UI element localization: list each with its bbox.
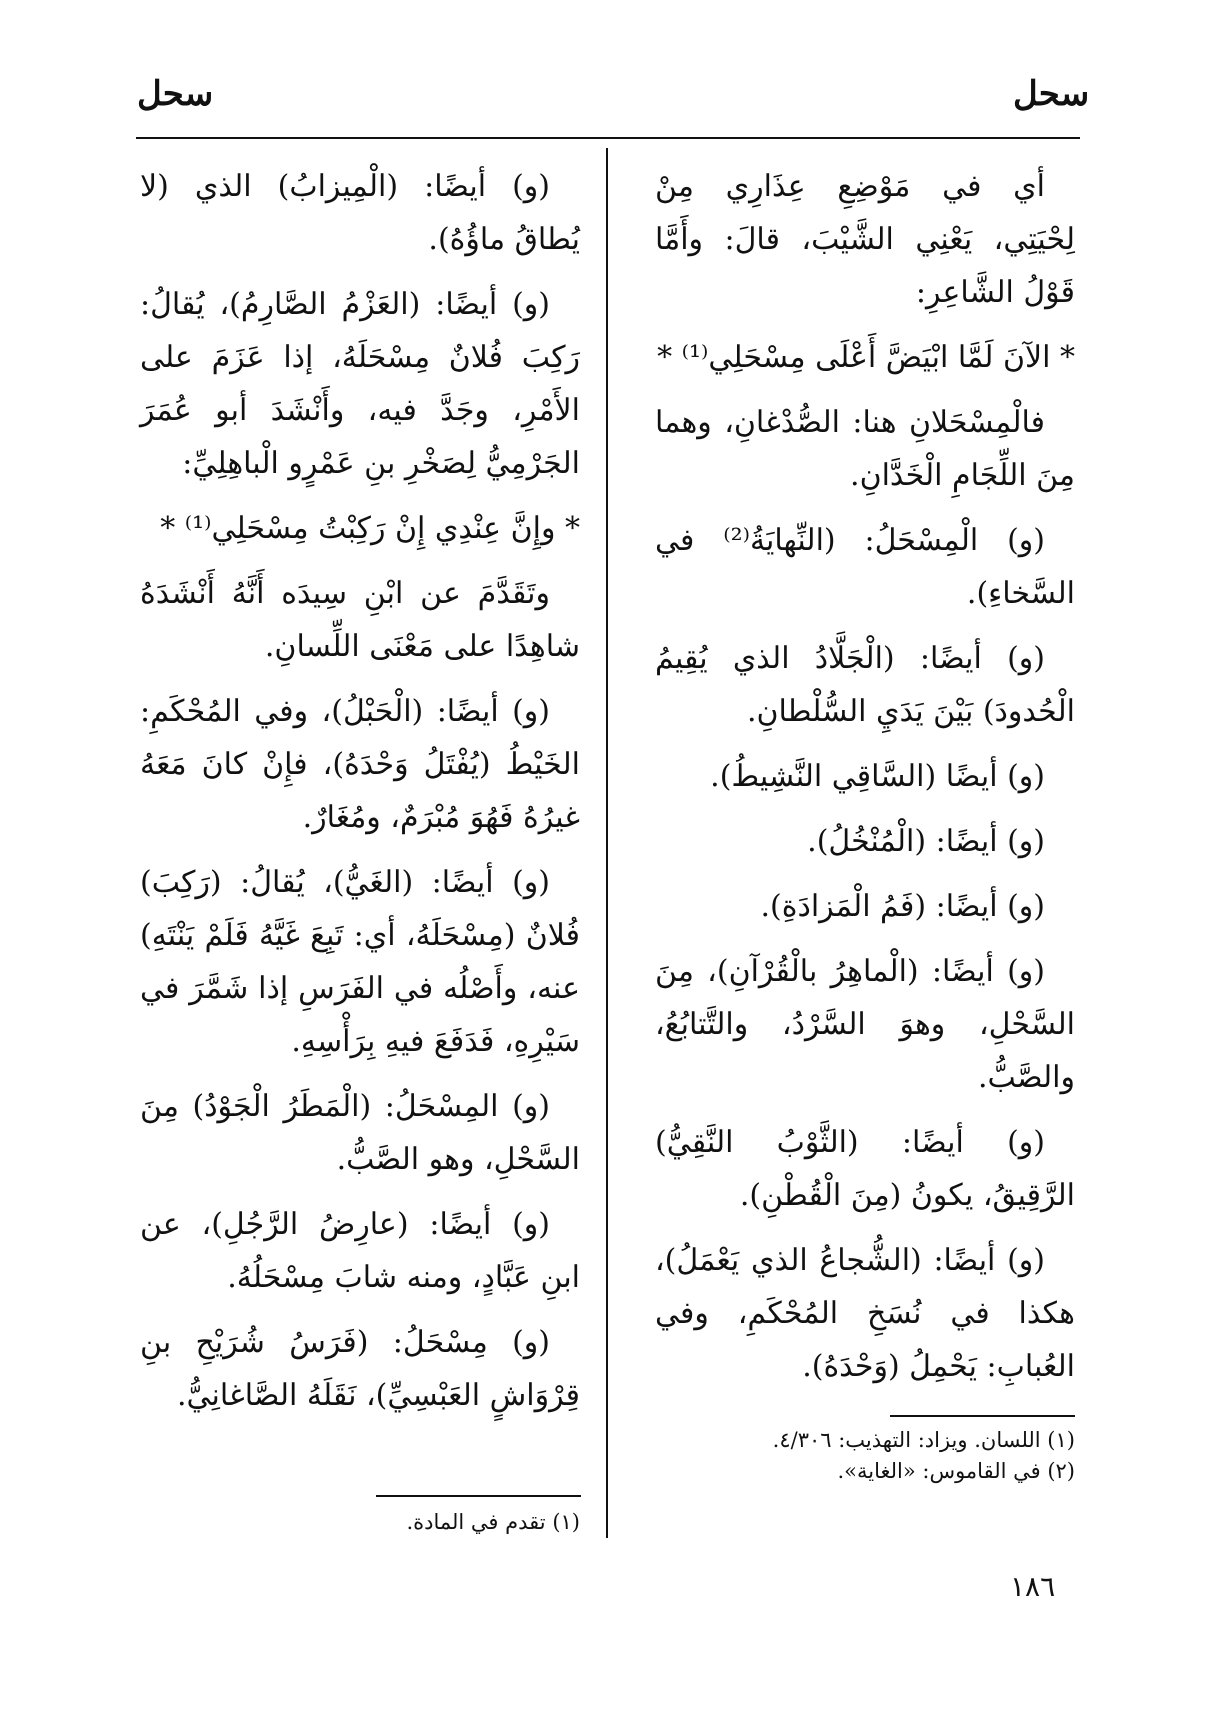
header-rule xyxy=(136,137,1080,139)
entry-paragraph: (و) أيضًا: (فَمُ الْمَزادَةِ). xyxy=(760,889,1045,924)
footnote-rule-left xyxy=(376,1495,581,1497)
footnotes-left xyxy=(140,1507,580,1538)
entry-paragraph: أي في مَوْضِعِ عِذَارِي مِنْ لِحْيَتِي، يَعْنِي الشَّيْبَ، قالَ: وأَمَّا قَوْلُ الشَّاعِرِ: xyxy=(655,169,1075,310)
footnotes-right xyxy=(655,1425,1075,1487)
entry-paragraph: (و) المِسْحَلُ: (الْمَطَرُ الْجَوْدُ) مِنَ السَّحْلِ، وهو الصَّبُّ. xyxy=(140,1089,580,1177)
verse-line: * الآنَ لَمَّا ابْيَضَّ أَعْلَى مِسْحَلِي⁽¹⁾ * xyxy=(657,340,1075,375)
footnote-rule-right xyxy=(890,1415,1075,1417)
column-divider xyxy=(606,148,608,1538)
entry-paragraph: (و) أيضًا: (الْجَلَّادُ الذي يُقِيمُ الْحُدودَ) بَيْنَ يَدَيِ السُّلْطانِ. xyxy=(655,641,1075,729)
right-column xyxy=(655,160,1075,1405)
footnote: (١) تقدم في المادة. xyxy=(406,1510,580,1534)
header-root-word-right: سحل xyxy=(1013,74,1090,114)
left-column xyxy=(140,160,580,1434)
entry-paragraph: (و) أيضًا: (عارِضُ الرَّجُلِ)، عن ابنِ عَبَّادٍ، ومنه شابَ مِسْحَلُهُ. xyxy=(140,1207,580,1295)
entry-paragraph: (و) أيضًا: (الْمِيزابُ) الذي (لا يُطاقُ ماؤُهُ). xyxy=(140,169,580,257)
entry-paragraph: (و) أيضًا: (الْحَبْلُ)، وفي المُحْكَمِ: الخَيْطُ (يُفْتَلُ وَحْدَهُ)، فإِنْ كانَ مَعَهُ غيرُهُ فَهُوَ مُبْرَمٌ، ومُغَارٌ. xyxy=(140,694,580,835)
verse-line: * وإِنَّ عِنْدِي إِنْ رَكِبْتُ مِسْحَلِي⁽¹⁾ * xyxy=(160,511,580,546)
entry-paragraph: (و) أيضًا: (العَزْمُ الصَّارِمُ)، يُقالُ: رَكِبَ فُلانٌ مِسْحَلَهُ، إذا عَزَمَ على الأَمْرِ، وجَدَّ فيه، وأَنْشَدَ أبو عُمَرَ الجَرْمِيُّ لِصَخْرِ بنِ عَمْرٍو الْباهِلِيِّ: xyxy=(140,287,580,481)
page-number: ١٨٦ xyxy=(1010,1570,1056,1603)
entry-paragraph: (و) الْمِسْحَلُ: (النِّهايَةُ⁽²⁾ في السَّخاءِ). xyxy=(655,523,1075,611)
footnote: (١) اللسان. ويزاد: التهذيب: ٤/٣٠٦. xyxy=(772,1428,1075,1452)
entry-paragraph: فالْمِسْحَلانِ هنا: الصُّدْغانِ، وهما مِنَ اللِّجَامِ الْخَدَّانِ. xyxy=(655,405,1075,493)
entry-paragraph: (و) مِسْحَلُ: (فَرَسُ شُرَيْحِ بنِ قِرْوَاشٍ العَبْسِيِّ)، نَقَلَهُ الصَّاغانِيُّ. xyxy=(140,1325,580,1413)
entry-paragraph: (و) أيضًا: (الثَّوْبُ النَّقِيُّ) الرَّقِيقُ، يكونُ (مِنَ الْقُطْنِ). xyxy=(655,1125,1075,1213)
entry-paragraph: (و) أيضًا: (الْماهِرُ بالْقُرْآنِ)، مِنَ السَّحْلِ، وهوَ السَّرْدُ، والتَّتابُعُ، والصَّبُّ. xyxy=(655,954,1075,1095)
entry-paragraph: (و) أيضًا: (الشُّجاعُ الذي يَعْمَلُ)، هكذا في نُسَخِ المُحْكَمِ، وفي العُبابِ: يَحْمِلُ (وَحْدَهُ). xyxy=(655,1243,1075,1384)
header-root-word-left: سحل xyxy=(137,74,214,114)
entry-paragraph: وتَقَدَّمَ عن ابْنِ سِيدَه أَنَّهُ أَنْشَدَهُ شاهِدًا على مَعْنَى اللِّسانِ. xyxy=(140,576,580,664)
footnote: (٢) في القاموس: «الغاية». xyxy=(837,1459,1075,1483)
entry-paragraph: (و) أيضًا: (الغَيُّ)، يُقالُ: (رَكِبَ) فُلانٌ (مِسْحَلَهُ، أي: تَبِعَ غَيَّهُ فَلَمْ يَنْتَهِ) عنه، وأَصْلُه في الفَرَسِ إذا شَمَّرَ في سَيْرِهِ، فَدَفَعَ فيهِ بِرَأْسِهِ. xyxy=(140,865,580,1059)
entry-paragraph: (و) أيضًا (السَّاقِي النَّشِيطُ). xyxy=(710,759,1045,794)
entry-paragraph: (و) أيضًا: (الْمُنْخُلُ). xyxy=(807,824,1045,859)
